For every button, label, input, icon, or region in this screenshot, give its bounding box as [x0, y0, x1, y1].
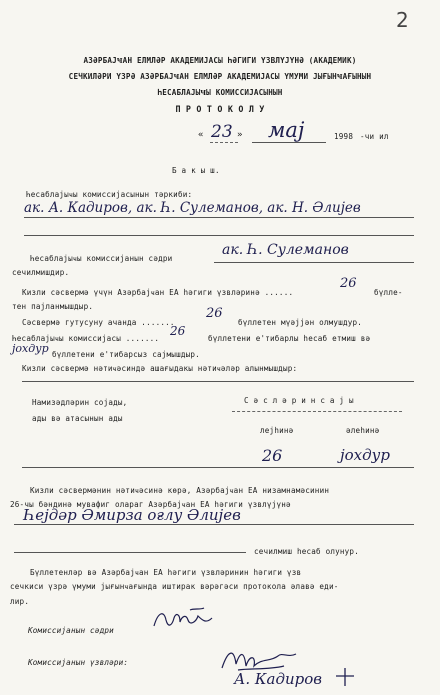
- distributed-cont: тен пајланмышдыр.: [12, 302, 94, 311]
- col-votes: С ә с л ә р и н с а ј ы: [244, 396, 354, 405]
- col-for: лејһинә: [260, 426, 294, 435]
- valid-value: 26: [170, 324, 186, 338]
- city: Б а к ы ш.: [172, 166, 220, 175]
- col-against: әлеһинә: [346, 426, 380, 435]
- elected-line-1: [14, 524, 414, 525]
- valid-post: бүллетени е'тибарлы һесаб етмиш вә: [208, 334, 371, 343]
- results-bottom-line: [22, 467, 414, 468]
- chair-signature-label: Комиссијанын сәдри: [28, 626, 114, 635]
- results-intro: Кизли сәсвермә нәтиҹәсиндә ашағыдакы нәтиҹәләр алынмышдыр:: [22, 364, 298, 373]
- chair-suffix: сечилмишдир.: [12, 268, 70, 277]
- box-text: Сәсвермә гутусуну ачанда .......: [22, 318, 175, 327]
- members-line-1: [24, 217, 414, 218]
- results-top-line: [22, 381, 414, 382]
- conclusion-line-2: 26-чы бәндинә мувафиг олараг Азәрбајҹан ЕА һәгиги үзвлүјүнә: [10, 500, 291, 509]
- header-line-1: АЗӘРБАЈҸАН ЕЛМЛӘР АКАДЕМИЈАСЫ ҺӘГИГИ ҮЗВЛҮЈҮНӘ (АКАДЕМИК): [83, 56, 357, 65]
- conclusion-line-1: Кизли сәсвермәнин нәтиҹәсинә көрә, Азәрбајҹан ЕА низамнамәсинин: [30, 486, 330, 495]
- chair-line: [214, 262, 414, 263]
- elected-suffix: сечилмиш һесаб олунур.: [254, 547, 359, 556]
- member-signature-name: А. Кадиров: [234, 670, 322, 688]
- attachment-line-3: лир.: [10, 597, 30, 606]
- votes-divider: [232, 411, 402, 412]
- date-year-suffix: -чи ил: [360, 132, 389, 141]
- member-signature-mark: [330, 664, 360, 690]
- valid-text: Һесаблајыҹы комиссијасы .......: [12, 334, 160, 343]
- invalid-value: јохдур: [12, 342, 49, 355]
- box-value: 26: [206, 306, 223, 321]
- date-day-line: [210, 142, 238, 143]
- distributed-value: 26: [340, 276, 357, 291]
- date-year: 1998: [334, 132, 354, 141]
- date-month: мај: [268, 118, 305, 142]
- attachment-line-1: Бүллетенләр вә Азәрбајҹан ЕА һәгиги үзвләринин һәгиги үзв: [30, 568, 302, 577]
- against-value: јохдур: [340, 446, 390, 464]
- members-value: ак. А. Кадиров, ак. Һ. Сулеманов, ак. Н. Әлијев: [24, 200, 361, 216]
- members-line-2: [24, 235, 414, 236]
- distributed-post: бүлле-: [374, 288, 403, 297]
- members-signature-label: Комиссијанын үзвләри:: [28, 658, 129, 667]
- box-post: бүллетен мүәјјән олмушдур.: [238, 318, 363, 327]
- chair-signature: [150, 604, 230, 638]
- chair-label: Һесаблајыҹы комиссијанын сәдри: [30, 254, 173, 263]
- header-line-2: СЕЧКИЛӘРИ ҮЗРӘ АЗӘРБАЈҸАН ЕЛМЛӘР АКАДЕМИЈАСЫ ҮМУМИ ЈЫҒЫНҸАҒЫНЫН: [68, 72, 372, 81]
- date-day: 23: [211, 122, 233, 142]
- col-name-line-1: Намизәдләрин сојады,: [32, 398, 128, 407]
- date-quote-close: »: [237, 130, 243, 140]
- invalid-text: бүллетени е'тибарсыз сајмышдыр.: [52, 350, 200, 359]
- elected-name: Һејдәр Әмирза оғлу Әлијев: [24, 506, 241, 524]
- for-value: 26: [262, 446, 283, 465]
- col-name-line-2: ады вә атасынын ады: [32, 414, 123, 423]
- page-number: 2: [396, 8, 409, 32]
- date-quote-open: «: [198, 130, 204, 140]
- header-line-3: ҺЕСАБЛАЈЫҸЫ КОМИССИЈАСЫНЫН: [157, 88, 283, 97]
- protocol-title: П Р О Т О К О Л У: [175, 104, 265, 114]
- members-label: Һесаблајыҹы комиссијасынын тәркиби:: [26, 190, 193, 199]
- elected-line-2: [14, 552, 246, 553]
- date-month-line: [252, 142, 326, 143]
- attachment-line-2: сечкиси үзрә үмуми јығынҹағында иштирак вәрәгәси протокола әлавә еди-: [10, 582, 339, 591]
- distributed-text: Кизли сәсвермә үчүн Азәрбајҹан ЕА һәгиги үзвләринә ......: [22, 288, 294, 297]
- chair-value: ак. Һ. Сулеманов: [222, 242, 349, 258]
